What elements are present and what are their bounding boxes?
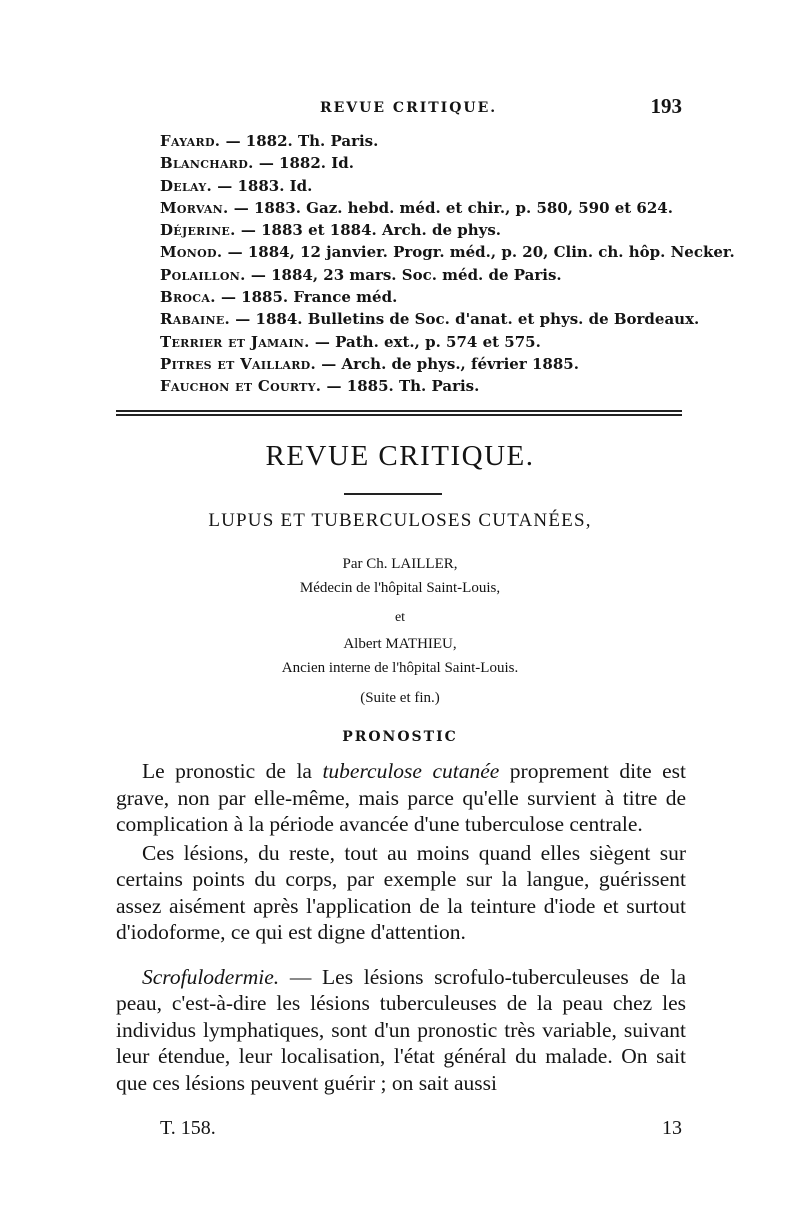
emphasis: tuberculose cutanée [322, 759, 500, 783]
reference-author: Blanchard. [160, 154, 254, 173]
paragraph-text: Le pronostic de la [142, 759, 323, 783]
paragraph-text: — Les lésions scrofulo-tuberculeuses de la peau, c'est-à-dire les lésions tuberculeuses de la peau chez les individus lymphatiques, sont d'un pronostic très variable, suivant leur étendue, leur localisation, l'état général du malade. On sait que ces lésions peuvent guérir ; on sait aussi [116, 964, 686, 1095]
author2-name: Albert MATHIEU, [343, 636, 457, 652]
reference-item [160, 175, 700, 197]
reference-list [160, 130, 735, 398]
reference-author: Broca. [160, 288, 216, 307]
signature-mark: 13 [662, 1117, 682, 1139]
running-header [160, 94, 682, 126]
section-heading: PRONOSTIC [342, 729, 458, 745]
reference-detail: — 1883. Gaz. hebd. méd. et chir., p. 580, 590 et 624. [233, 198, 673, 217]
reference-detail: — 1885. France méd. [220, 288, 398, 307]
reference-author: Terrier et Jamain. [160, 332, 310, 351]
reference-detail: — 1885. Th. Paris. [326, 377, 480, 396]
author1-role: Médecin de l'hôpital Saint-Louis, [299, 580, 501, 596]
reference-detail: — 1884. Bulletins de Soc. d'anat. et phys. de Bordeaux. [235, 310, 700, 329]
reference-item [160, 219, 700, 241]
reference-author: Polaillon. [160, 265, 246, 284]
reference-author: Fauchon et Courty. [160, 377, 322, 396]
reference-author: Rabaine. [160, 310, 231, 329]
reference-author: Monod. [160, 243, 223, 262]
continuation-note: (Suite et fin.) [360, 690, 440, 706]
reference-item [160, 264, 700, 286]
reference-detail: — 1883 et 1884. Arch. de phys. [240, 221, 502, 240]
reference-item [160, 308, 700, 330]
section-title: REVUE CRITIQUE. [265, 440, 535, 472]
emphasis: Scrofulodermie. [142, 964, 280, 989]
reference-item [160, 353, 700, 375]
page-footer [160, 1117, 682, 1143]
paragraph [116, 964, 686, 1097]
reference-author: Morvan. [160, 198, 229, 217]
reference-item [160, 286, 700, 308]
reference-detail: — 1884, 12 janvier. Progr. méd., p. 20, Clin. ch. hôp. Necker. [227, 243, 735, 262]
reference-author: Déjerine. [160, 221, 236, 240]
conjunction: et [394, 610, 406, 625]
section-divider [116, 410, 682, 416]
paragraph [116, 758, 686, 838]
reference-item [160, 375, 700, 397]
reference-item [160, 130, 700, 152]
reference-author: Pitres et Vaillard. [160, 354, 317, 373]
article-title: LUPUS ET TUBERCULOSES CUTANÉES, [208, 510, 592, 531]
author2-role: Ancien interne de l'hôpital Saint-Louis. [281, 660, 519, 676]
reference-detail: — 1882. Th. Paris. [225, 132, 379, 150]
reference-author: Fayard. [160, 132, 221, 150]
article-body [116, 758, 686, 1096]
paragraph-text: proprement dite est grave, non par elle-même, mais parce qu'elle survient à titre de complication à la période avancée d'une tuberculose centrale. [116, 759, 686, 836]
reference-detail: — Arch. de phys., février 1885. [321, 354, 579, 373]
reference-author: Delay. [160, 176, 212, 195]
title-underline [344, 493, 442, 495]
reference-item [160, 331, 700, 353]
reference-detail: — 1883. Id. [217, 176, 313, 195]
reference-item [160, 197, 700, 219]
reference-item [160, 152, 700, 174]
reference-item [160, 241, 735, 263]
page-number: 193 [650, 94, 682, 118]
running-title: REVUE CRITIQUE. [320, 100, 498, 116]
reference-detail: — 1884, 23 mars. Soc. méd. de Paris. [250, 265, 562, 284]
byline: Par Ch. LAILLER, [342, 556, 458, 572]
reference-detail: — 1882. Id. [258, 154, 354, 173]
paragraph: Ces lésions, du reste, tout au moins quand elles siègent sur certains points du corps, par exemple sur la langue, guérissent assez aisément après l'application de la teinture d'iode et surtout d'iodoforme, ce qui est digne d'attention. [116, 840, 686, 944]
reference-detail: — Path. ext., p. 574 et 575. [314, 332, 541, 351]
volume-number: T. 158. [160, 1117, 216, 1139]
